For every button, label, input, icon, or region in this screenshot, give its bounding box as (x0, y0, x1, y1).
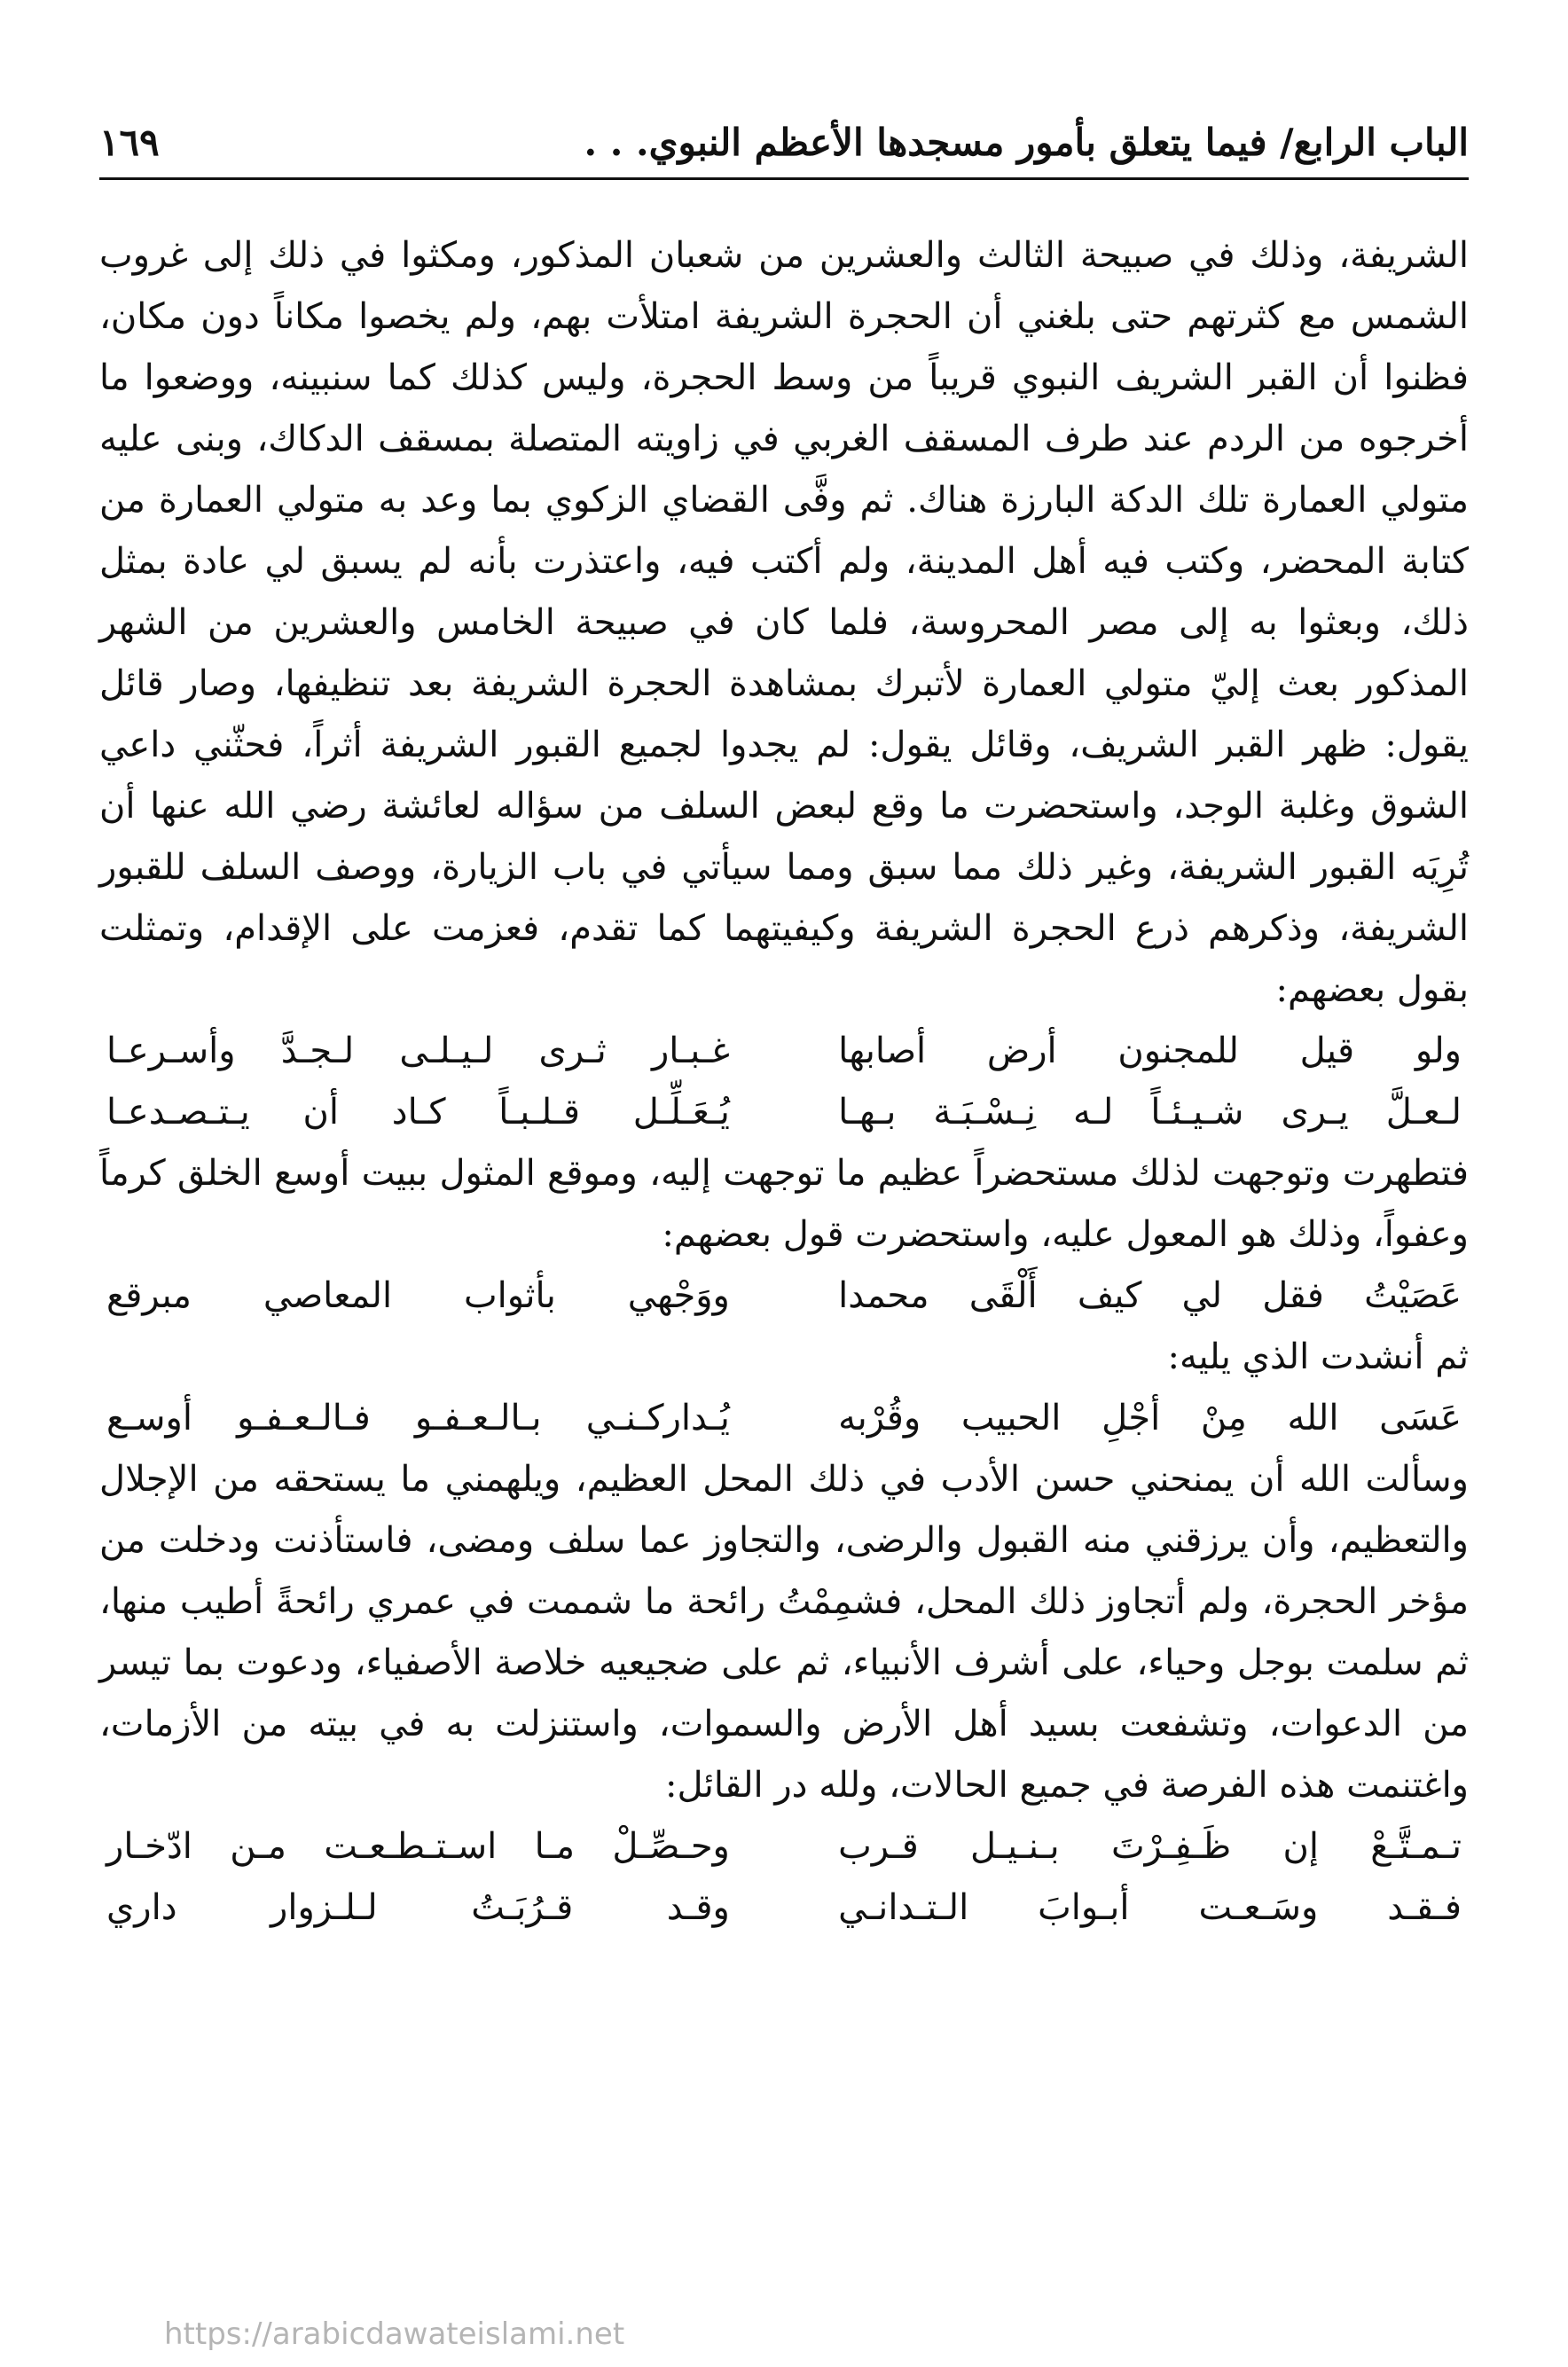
verse-line-3 (99, 1266, 1469, 1327)
verse-6-second-hemistich: وقـد قـرُبَـتُ لـلـزوار داري (106, 1887, 730, 1928)
paragraph-4: وسألت الله أن يمنحني حسن الأدب في ذلك المحل العظيم، ويلهمني ما يستحقه من الإجلال والتعظيم، وأن يرزقني منه القبول والرضى، والتجاوز عما سلف ومضى، فاستأذنت ودخلت من مؤخر الحجرة، ولم أتجاوز ذلك المحل، فشمِمْتُ رائحة ما شممت في عمري رائحةً أطيب منها، ثم سلمت بوجل وحياء، على أشرف الأنبياء، ثم على ضجيعيه خلاصة الأصفياء، ودعوت بما تيسر من الدعوات، وتشفعت بسيد أهل الأرض والسموات، واستنزلت به في بيته من الأزمات، واغتنمت هذه الفرصة في جميع الحالات، ولله در القائل: (99, 1459, 1469, 1806)
verse-5-second-hemistich: وحـصِّـلْ مـا اسـتـطـعـت مـن ادّخـار (106, 1826, 730, 1867)
paragraph-1: الشريفة، وذلك في صبيحة الثالث والعشرين من شعبان المذكور، ومكثوا في ذلك إلى غروب الشمس مع كثرتهم حتى بلغني أن الحجرة الشريفة امتلأت بهم، ولم يخصوا مكاناً دون مكان، فظنوا أن القبر الشريف النبوي قريباً من وسط الحجرة، وليس كذلك كما سنبينه، ووضعوا ما أخرجوه من الردم عند طرف المسقف الغربي في زاويته المتصلة بمسقف الدكاك، وبنى عليه متولي العمارة تلك الدكة البارزة هناك. ثم وفَّى القضاي الزكوي بما وعد به متولي العمارة من كتابة المحضر، وكتب فيه أهل المدينة، ولم أكتب فيه، واعتذرت بأنه لم يسبق لي عادة بمثل ذلك، وبعثوا به إلى مصر المحروسة، فلما كان في صبيحة الخامس والعشرين من الشهر المذكور بعث إليّ متولي العمارة لأتبرك بمشاهدة الحجرة الشريفة بعد تنظيفها، وصار قائل يقول: ظهر القبر الشريف، وقائل يقول: لم يجدوا لجميع القبور الشريفة أثراً، فحثّني داعي الشوق وغلبة الوجد، واستحضرت ما وقع لبعض السلف من سؤاله لعائشة رضي الله عنها أن تُرِيَه القبور الشريفة، وغير ذلك مما سبق ومما سيأتي في باب الزيارة، ووصف السلف للقبور الشريفة، وذكرهم ذرع الحجرة الشريفة وكيفيتهما كما تقدم، فعزمت على الإقدام، وتمثلت بقول بعضهم: (99, 235, 1469, 1010)
verse-line-1 (99, 1021, 1469, 1082)
verse-2-first-hemistich: لـعـلَّ يـرى شـيـئـاً لـه نِـسْـبَـة بـهـا (838, 1092, 1462, 1133)
verse-6-first-hemistich: فـقـد وسَـعـت أبـوابَ الـتـدانـي (838, 1887, 1462, 1928)
paragraph-3: ثم أنشدت الذي يليه: (1167, 1336, 1469, 1377)
verse-line-2 (99, 1082, 1469, 1143)
verse-line-5 (99, 1816, 1469, 1877)
paragraph-2: فتطهرت وتوجهت لذلك مستحضراً عظيم ما توجهت إليه، وموقع المثول ببيت أوسع الخلق كرماً وعفواً، وذلك هو المعول عليه، واستحضرت قول بعضهم: (99, 1153, 1469, 1255)
verse-5-first-hemistich: تـمـتَّـعْ إن ظَـفِـرْتَ بـنـيـل قـرب (838, 1826, 1462, 1867)
watermark-url: https://arabicdawateislami.net (164, 2316, 625, 2352)
page-number: ١٦٩ (99, 121, 160, 164)
chapter-title: الباب الرابع/ فيما يتعلق بأمور مسجدها الأعظم النبوي. . . (584, 121, 1469, 164)
verse-2-second-hemistich: يُـعَـلِّـل قـلـبـاً كـاد أن يـتـصـدعـا (106, 1092, 730, 1133)
verse-line-4 (99, 1388, 1469, 1449)
verse-line-6 (99, 1877, 1469, 1939)
verse-1-second-hemistich: غـبـار ثـرى لـيـلـى لـجـدَّ وأسـرعـا (106, 1031, 730, 1071)
verse-1-first-hemistich: ولو قيل للمجنون أرض أصابها (838, 1031, 1462, 1071)
verse-3-first-hemistich: عَصَيْتُ فقل لي كيف أَلْقَى محمدا (838, 1275, 1462, 1316)
verse-4-second-hemistich: يُـداركـنـي بـالـعـفـو فـالـعـفـو أوسـع (106, 1398, 730, 1438)
verse-3-second-hemistich: ووَجْهي بأثواب المعاصي مبرقع (106, 1275, 730, 1316)
running-header (99, 115, 1469, 180)
verse-4-first-hemistich: عَسَى الله مِنْ أجْلِ الحبيب وقُرْبه (838, 1398, 1462, 1438)
body-text (99, 225, 1469, 1939)
